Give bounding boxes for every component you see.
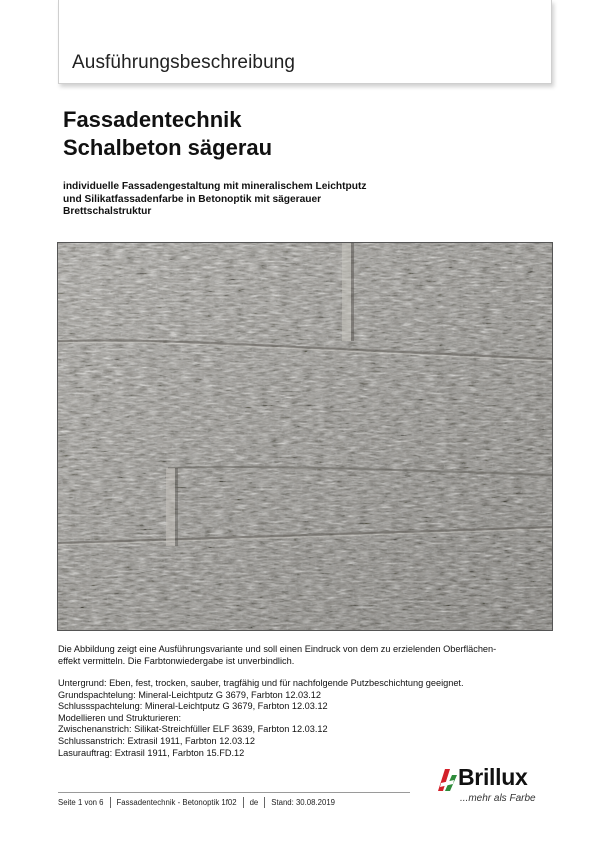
page-subtitle — [63, 181, 463, 219]
brand-name: Brillux — [458, 764, 528, 790]
subtitle-line-3: Brettschalstruktur — [63, 206, 152, 218]
texture-image — [58, 243, 552, 630]
footer-separator — [243, 797, 244, 808]
footer-page-number: Seite 1 von 6 — [58, 797, 104, 807]
spec-modelling: Modellieren und Strukturieren: — [58, 712, 182, 723]
spec-substrate: Untergrund: Eben, fest, trocken, sauber, tragfähig und für nachfolgende Putzbeschichtung geeignet. — [58, 678, 464, 688]
footer-separator — [110, 797, 111, 808]
subtitle-line-1: individuelle Fassadengestaltung mit mineralischem Leichtputz — [63, 181, 367, 192]
subtitle-line-2: und Silikatfassadenfarbe in Betonoptik mit sägerauer — [63, 193, 322, 205]
page-title — [63, 106, 272, 162]
spec-final-filler: Schlussspachtelung: Mineral-Leichtputz G 3679, Farbton 12.03.12 — [58, 701, 328, 712]
surface-texture-photo — [57, 242, 553, 631]
page-footer — [58, 797, 335, 808]
spec-final-coat: Schlussanstrich: Extrasil 1911, Farbton 12.03.12 — [58, 735, 255, 746]
caption-line-1: Die Abbildung zeigt eine Ausführungsvariante und soll einen Eindruck von dem zu erzielenden Oberflächen- — [58, 644, 497, 654]
footer-date: Stand: 30.08.2019 — [271, 797, 335, 807]
footer-document-name: Fassadentechnik - Betonoptik 1f02 — [116, 797, 237, 807]
header-box — [58, 0, 552, 84]
brillux-mark-icon — [436, 767, 458, 793]
spec-base-filler: Grundspachtelung: Mineral-Leichtputz G 3679, Farbton 12.03.12 — [58, 689, 322, 700]
footer-language: de — [249, 797, 259, 807]
header-title: Ausführungsbeschreibung — [72, 52, 296, 73]
application-specs — [58, 678, 552, 759]
image-caption — [58, 644, 552, 667]
caption-line-2: effekt vermitteln. Die Farbtonwiedergabe ist unverbindlich. — [58, 655, 295, 666]
page-title-line-2: Schalbeton sägerau — [63, 135, 273, 160]
brillux-logo — [436, 763, 556, 811]
page-title-line-1: Fassadentechnik — [63, 107, 242, 132]
footer-separator — [264, 797, 265, 808]
footer-divider — [58, 792, 410, 793]
spec-glaze-coat: Lasurauftrag: Extrasil 1911, Farbton 15.FD.12 — [58, 747, 245, 758]
brand-tagline: ...mehr als Farbe — [460, 793, 536, 804]
spec-intermediate-coat: Zwischenanstrich: Silikat-Streichfüller ELF 3639, Farbton 12.03.12 — [58, 724, 328, 735]
